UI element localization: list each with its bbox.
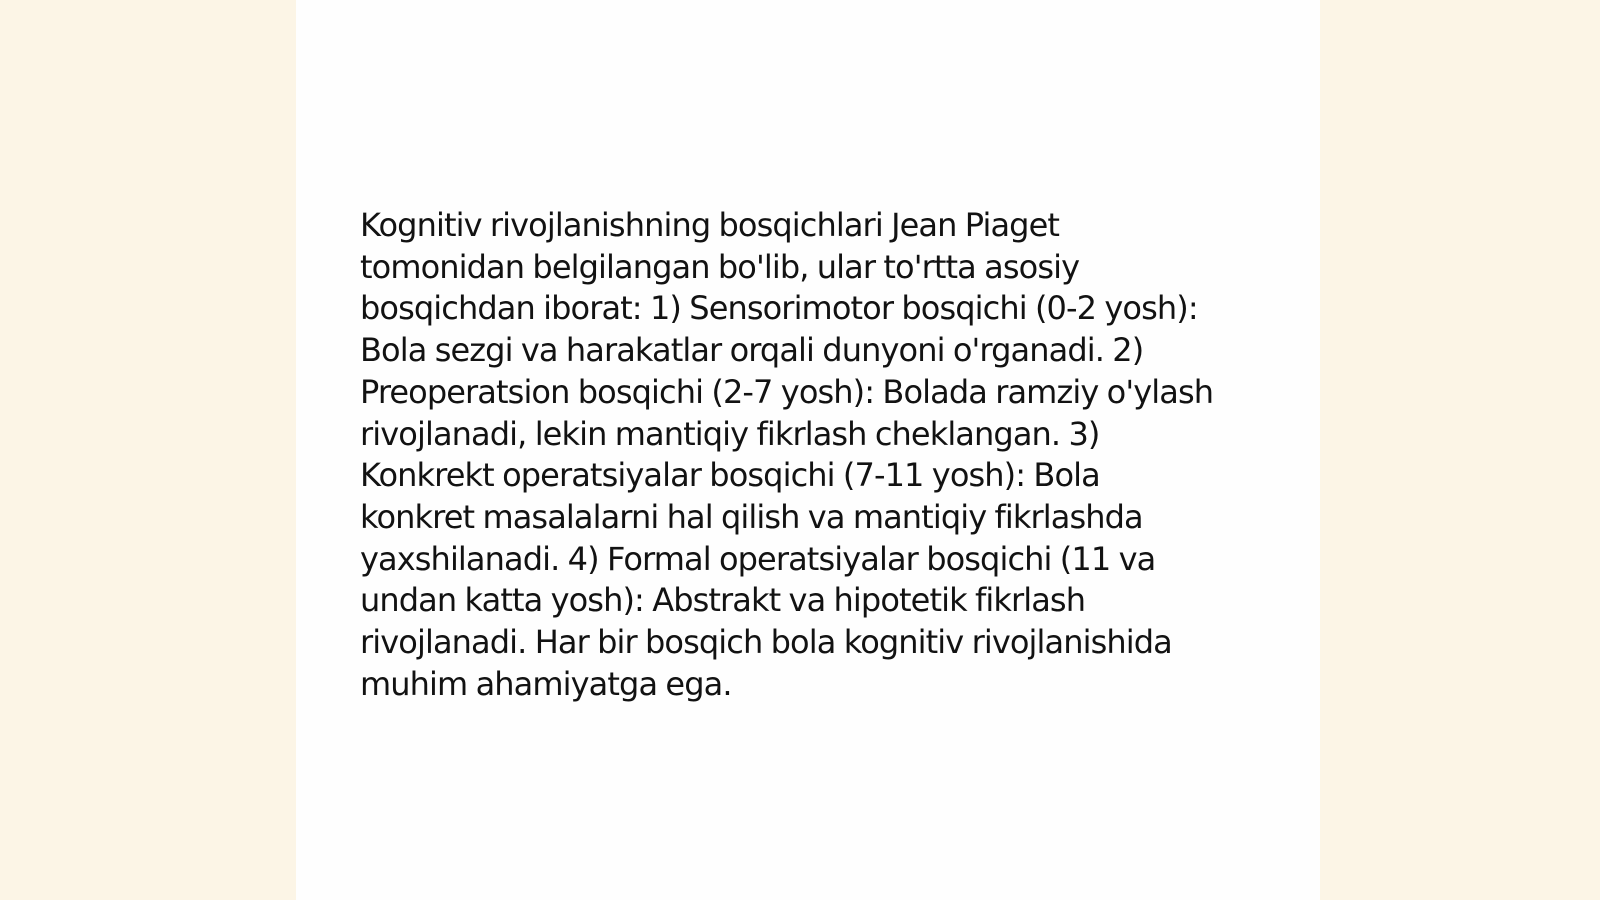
slide-body-text: Kognitiv rivojlanishning bosqichlari Jean Piaget tomonidan belgilangan bo'lib, ular to'rtta asosiy bosqichdan iborat: 1) Sensorimotor bosqichi (0-2 yosh): Bola sezgi va harakatlar orqali dunyoni o'rganadi. 2) Preoperatsion bosqichi (2-7 yosh): Bolada ramziy o'ylash rivojlanadi, lekin mantiqiy fikrlash cheklangan. 3) Konkrekt operatsiyalar bosqichi (7-11 yosh): Bola konkret masalalarni hal qilish va mantiqiy fikrlashda yaxshilanadi. 4) Formal operatsiyalar bosqichi (11 va undan katta yosh): Abstrakt va hipotetik fikrlash rivojlanadi. Har bir bosqich bola kognitiv rivojlanishida muhim ahamiyatga ega. (360, 206, 1214, 703)
right-margin-background (1320, 0, 1600, 900)
left-margin-background (0, 0, 296, 900)
slide-page (296, 0, 1320, 900)
